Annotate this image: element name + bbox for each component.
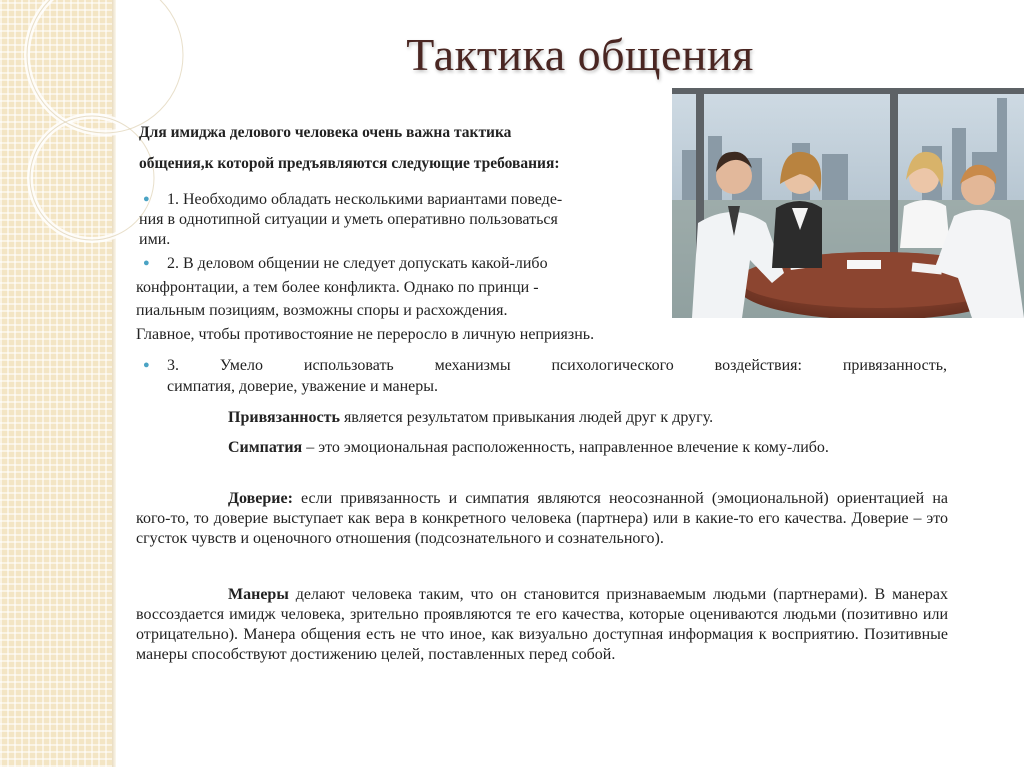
text-attachment: является результатом привыкания людей друг к другу. — [339, 409, 714, 426]
definition-attachment — [136, 408, 948, 428]
intro-line-1: Для имиджа делового человека очень важна тактика — [139, 124, 512, 141]
term-sympathy: Симпатия — [228, 439, 303, 456]
term-trust: Доверие: — [228, 490, 293, 507]
page-title: Тактика общения — [406, 29, 754, 80]
text-manners: делают человека таким, что он становится признаваемым людьми (партнерами). В манерах воссоздается имидж человека, зрительно проявляются те его качества, которые оцениваются людьми (позитивно или отрицательно). Манера общения есть не что иное, как визуально доступная информация к восприятию. Позитивные манеры способствуют достижению целей, поставленных перед собой. — [136, 586, 948, 663]
item-3-line-2: симпатия, доверие, уважение и манеры. — [167, 378, 439, 395]
item-1-line-3: ими. — [139, 231, 171, 248]
bullet-icon: ● — [143, 257, 150, 269]
text-trust: если привязанность и симпатия являются неосознанной (эмоциональной) ориентацией на кого-то, то доверие выступает как вера в конкретного человека (партнера) или в какие-то его качества. Доверие – это сгусток чувств и оценочного отношения (подсознательного и сознательного). — [136, 490, 948, 547]
item-2-line-1: 2. В деловом общении не следует допускать какой-либо — [167, 255, 548, 272]
item-2-line-4: Главное, чтобы противостояние не переросло в личную неприязнь. — [136, 326, 595, 343]
item-3-line-1: 3. Умело использовать механизмы психологического воздействия: привязанность, — [167, 357, 947, 374]
definition-sympathy — [136, 438, 948, 458]
intro-line-2: общения,к которой предъявляются следующие требования: — [139, 155, 560, 172]
bullet-icon: ● — [143, 193, 150, 205]
item-1-line-2: ния в однотипной ситуации и уметь оперативно пользоваться — [139, 211, 558, 228]
definition-trust — [136, 489, 948, 549]
meeting-photo — [672, 88, 1024, 318]
text-sympathy: – это эмоциональная расположенность, направленное влечение к кому-либо. — [302, 439, 829, 456]
term-manners: Манеры — [228, 586, 289, 603]
definition-manners — [136, 585, 948, 665]
term-attachment: Привязанность — [228, 409, 340, 426]
item-1-line-1: 1. Необходимо обладать несколькими вариантами поведе- — [167, 191, 563, 208]
item-2-line-2: конфронтации, а тем более конфликта. Однако по принци - — [136, 279, 539, 296]
bullet-icon: ● — [143, 359, 150, 371]
item-2-line-3: пиальным позициям, возможны споры и расхождения. — [136, 302, 508, 319]
